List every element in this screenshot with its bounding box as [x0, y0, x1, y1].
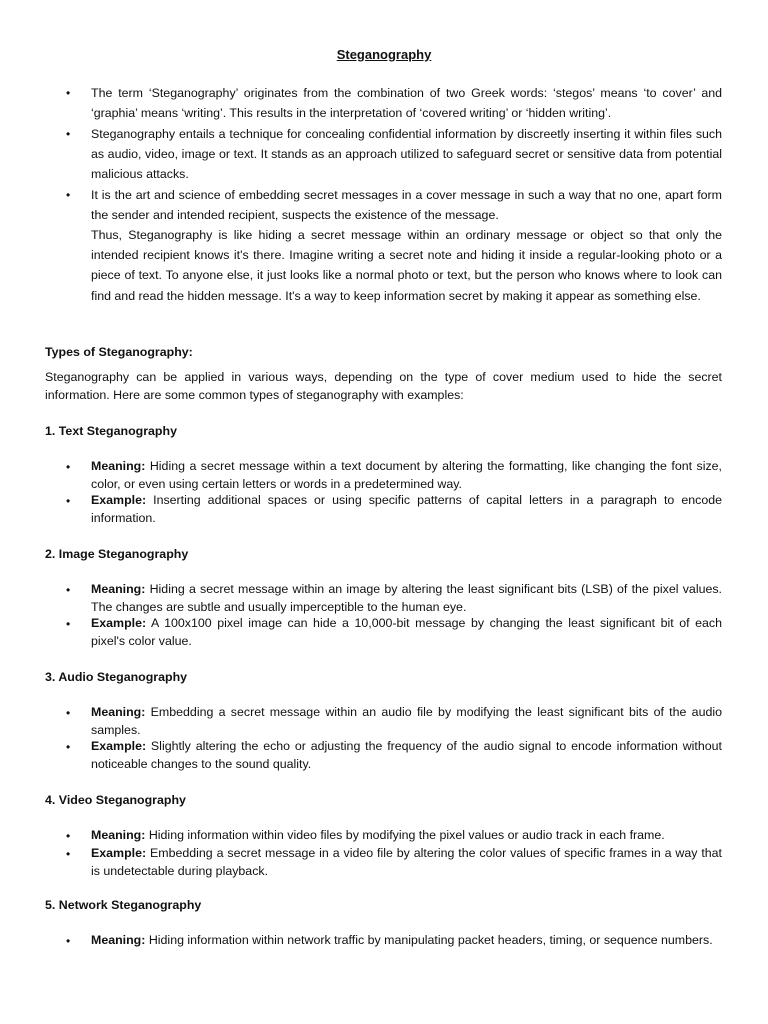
section-heading-network: 5. Network Steganography: [45, 898, 202, 912]
thus-paragraph: Thus, Steganography is like hiding a secret message within an ordinary message or object so that only the intended recipient knows it's there. Imagine writing a secret note and hiding it inside a regular-looking photo or a piece of text. To anyone else, it just looks like a normal photo or text, but the person who knows where to look can find and read the hidden message. It's a way to keep information secret by making it appear as something else.: [91, 228, 722, 303]
meaning-label: Meaning:: [91, 705, 146, 719]
bullet-marker: •: [66, 847, 71, 861]
intro-bullet-3: It is the art and science of embedding secret messages in a cover message in such a way that no one, apart form the sender and intended recipient, suspects the existence of the message.: [91, 188, 722, 223]
bullet-marker: •: [66, 934, 71, 948]
text-steg-example: Example: Inserting additional spaces or using specific patterns of capital letters in a paragraph to encode information.: [91, 493, 722, 525]
document-title: Steganography: [336, 47, 432, 62]
bullet-marker: •: [66, 188, 71, 202]
example-label: Example:: [91, 846, 147, 860]
image-steg-meaning: Meaning: Hiding a secret message within an image by altering the least significant bits (LSB) of the pixel values. The changes are subtle and usually imperceptible to the human eye.: [91, 582, 722, 614]
intro-bullet-2: Steganography entails a technique for concealing confidential information by discreetly inserting it within files such as audio, video, image or text. It stands as an approach utilized to safeguard secret or sensitive data from potential malicious attacks.: [91, 127, 722, 182]
bullet-marker: •: [66, 86, 71, 100]
image-steg-example: Example: A 100x100 pixel image can hide a 10,000-bit message by changing the least significant bit of each pixel's color value.: [91, 616, 722, 648]
meaning-label: Meaning:: [91, 459, 146, 473]
network-steg-meaning: Meaning: Hiding information within network traffic by manipulating packet headers, timing, or sequence numbers.: [91, 933, 713, 947]
meaning-label: Meaning:: [91, 582, 146, 596]
bullet-marker: •: [66, 740, 71, 754]
audio-steg-example: Example: Slightly altering the echo or adjusting the frequency of the audio signal to encode information without noticeable changes to the sound quality.: [91, 739, 722, 771]
bullet-marker: •: [66, 583, 71, 597]
section-heading-audio: 3. Audio Steganography: [45, 670, 188, 684]
types-heading: Types of Steganography:: [45, 345, 193, 359]
video-steg-meaning: Meaning: Hiding information within video files by modifying the pixel values or audio track in each frame.: [91, 828, 665, 842]
bullet-marker: •: [66, 829, 71, 843]
audio-steg-meaning: Meaning: Embedding a secret message within an audio file by modifying the least significant bits of the audio samples.: [91, 705, 722, 737]
section-heading-image: 2. Image Steganography: [45, 547, 189, 561]
text-steg-meaning: Meaning: Hiding a secret message within a text document by altering the formatting, like changing the font size, color, or even using certain letters or words in a predetermined way.: [91, 459, 722, 491]
video-steg-example: Example: Embedding a secret message in a video file by altering the color values of specific frames in a way that is undetectable during playback.: [91, 846, 722, 878]
example-label: Example:: [91, 739, 147, 753]
bullet-marker: •: [66, 617, 71, 631]
example-label: Example:: [91, 616, 147, 630]
section-heading-video: 4. Video Steganography: [45, 793, 186, 807]
types-intro: Steganography can be applied in various ways, depending on the type of cover medium used to hide the secret information. Here are some common types of steganography with examples:: [45, 370, 722, 402]
intro-bullet-1: The term ‘Steganography’ originates from the combination of two Greek words: ‘stegos’ means ‘to cover’ and ‘graphia’ means ‘writing’. This results in the interpretation of ‘covered writing’ or ‘hidden writing’.: [91, 86, 722, 121]
section-heading-text: 1. Text Steganography: [45, 424, 177, 438]
bullet-marker: •: [66, 706, 71, 720]
meaning-label: Meaning:: [91, 933, 146, 947]
meaning-label: Meaning:: [91, 828, 146, 842]
bullet-marker: •: [66, 494, 71, 508]
bullet-marker: •: [66, 460, 71, 474]
bullet-marker: •: [66, 127, 71, 141]
example-label: Example:: [91, 493, 147, 507]
